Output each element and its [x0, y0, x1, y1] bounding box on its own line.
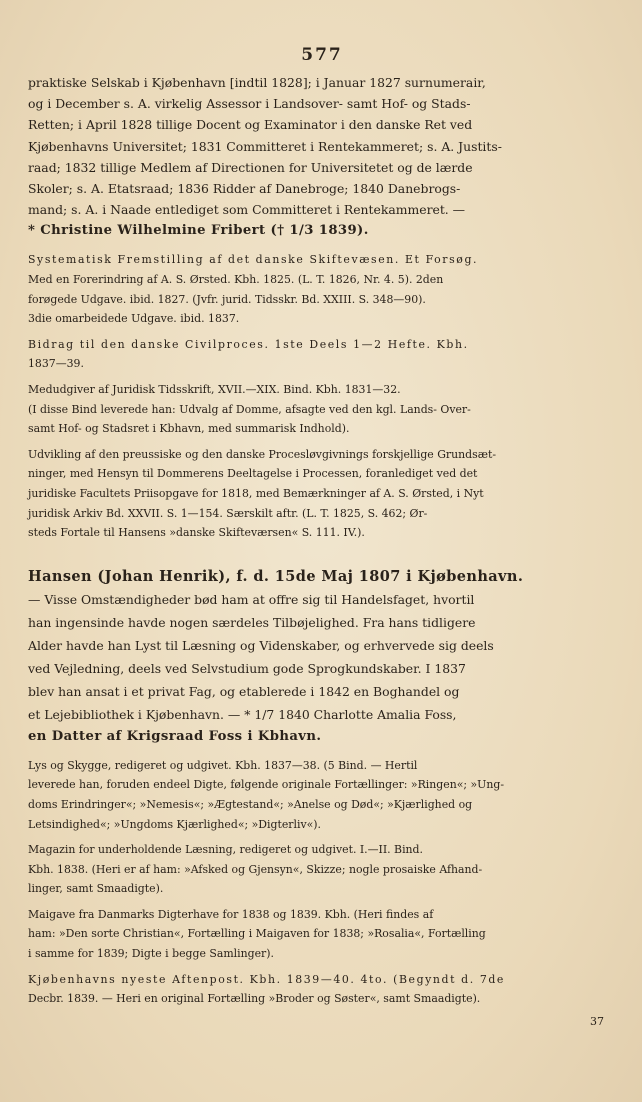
intro-paragraph: [28, 72, 616, 242]
text-line: Letsindighed«; »Ungdoms Kjærlighed«; »Digterliv«).: [28, 817, 322, 831]
text-line: forøgede Udgave. ibid. 1827. (Jvfr. jurid. Tidsskr. Bd. XXIII. S. 348—90).: [28, 292, 426, 306]
text-line: juridisk Arkiv Bd. XXVII. S. 1—154. Særskilt aftr. (L. T. 1825, S. 462; Ør-: [28, 506, 428, 520]
text-line: Kjøbenhavns Universitet; 1831 Committeret i Rentekammeret; s. A. Justits-: [28, 138, 502, 154]
text-line: Alder havde han Lyst til Læsning og Videnskaber, og erhvervede sig deels: [28, 637, 494, 653]
text-line: Systematisk Fremstilling af det danske Skiftevæsen. Et Forsøg.: [28, 253, 479, 267]
text-line: Medudgiver af Juridisk Tidsskrift, XVII.—XIX. Bind. Kbh. 1831—32.: [28, 382, 401, 396]
text-line: — Visse Omstændigheder bød ham at offre sig til Handelsfaget, hvortil: [28, 591, 475, 607]
text-line: Bidrag til den danske Civilproces. 1ste Deels 1—2 Hefte. Kbh.: [28, 337, 469, 351]
work-entry: [28, 380, 616, 439]
work-entry: [28, 905, 616, 964]
text-line: samt Hof- og Stadsret i Kbhavn, med summarisk Indhold).: [28, 422, 350, 436]
text-line: ninger, med Hensyn til Dommerens Deeltagelse i Processen, foranlediget ved det: [28, 467, 478, 481]
page-number: 577: [301, 45, 343, 65]
text-line: et Lejebibliothek i Kjøbenhavn. — * 1/7 1840 Charlotte Amalia Foss,: [28, 706, 457, 722]
text-line: steds Fortale til Hansens »danske Skifteværsen« S. 111. IV.).: [28, 526, 365, 540]
text-line: ham: »Den sorte Christian«, Fortælling i Maigaven for 1838; »Rosalia«, Fortælling: [28, 927, 486, 941]
text-line: 3die omarbeidede Udgave. ibid. 1837.: [28, 312, 240, 326]
signature-mark: 37: [590, 1014, 604, 1028]
text-line: Kbh. 1838. (Heri er af ham: »Afsked og Gjensyn«, Skizze; nogle prosaiske Afhand-: [28, 862, 483, 876]
text-line: og i December s. A. virkelig Assessor i Landsover- samt Hof- og Stads-: [28, 96, 471, 112]
text-line: Decbr. 1839. — Heri en original Fortælling »Broder og Søster«, samt Smaadigte).: [28, 992, 481, 1006]
text-line: 1837—39.: [28, 357, 84, 371]
text-line: Udvikling af den preussiske og den danske Procesløvgivnings forskjellige Grundsæt-: [28, 447, 496, 461]
text-line: han ingensinde havde nogen særdeles Tilbøjelighed. Fra hans tidligere: [28, 614, 476, 630]
text-line: praktiske Selskab i Kjøbenhavn [indtil 1828]; i Januar 1827 surnumerair,: [28, 75, 486, 90]
work-entry: [28, 840, 616, 899]
work-entry: [28, 250, 616, 328]
text-line: Kjøbenhavns nyeste Aftenpost. Kbh. 1839—40. 4to. (Begyndt d. 7de: [28, 972, 505, 986]
text-line: Magazin for underholdende Læsning, redigeret og udgivet. I.—II. Bind.: [28, 843, 423, 857]
text-line: doms Erindringer«; »Nemesis«; »Ægtestand«; »Anelse og Død«; »Kjærlighed og: [28, 797, 473, 811]
text-line: Retten; i April 1828 tillige Docent og Examinator i den danske Ret ved: [28, 117, 473, 133]
text-line: ved Vejledning, deels ved Selvstudium gode Sprogkundskaber. I 1837: [28, 660, 466, 676]
work-entry: [28, 970, 616, 1009]
spouse-line: en Datter af Krigsraad Foss i Kbhavn.: [28, 728, 322, 744]
text-line: linger, samt Smaadigte).: [28, 882, 164, 896]
text-line: Lys og Skygge, redigeret og udgivet. Kbh. 1837—38. (5 Bind. — Hertil: [28, 758, 418, 772]
spouse-line: * Christine Wilhelmine Fribert († 1/3 1839).: [28, 223, 369, 239]
biography-paragraph: [28, 565, 616, 748]
text-line: Skoler; s. A. Etatsraad; 1836 Ridder af Danebroge; 1840 Danebrogs-: [28, 181, 461, 197]
text-line: Med en Forerindring af A. S. Ørsted. Kbh. 1825. (L. T. 1826, Nr. 4. 5). 2den: [28, 273, 444, 287]
text-line: Maigave fra Danmarks Digterhave for 1838 og 1839. Kbh. (Heri findes af: [28, 907, 434, 921]
works-list-b: [28, 756, 616, 1009]
works-list-a: [28, 250, 616, 542]
text-line: i samme for 1839; Digte i begge Samlinger).: [28, 947, 274, 961]
entry-heading: Hansen (Johan Henrik), f. d. 15de Maj 1807 i Kjøbenhavn.: [28, 567, 524, 585]
text-line: blev han ansat i et privat Fag, og etablerede i 1842 en Boghandel og: [28, 683, 460, 699]
text-line: mand; s. A. i Naade entlediget som Committeret i Rentekammeret. —: [28, 202, 466, 218]
text-line: raad; 1832 tillige Medlem af Directionen for Universitetet og de lærde: [28, 159, 473, 175]
work-entry: [28, 335, 616, 374]
work-entry: [28, 445, 616, 543]
text-line: (I disse Bind leverede han: Udvalg af Domme, afsagte ved den kgl. Lands- Over-: [28, 402, 471, 416]
text-line: juridiske Facultets Priisopgave for 1818, med Bemærkninger af A. S. Ørsted, i Nyt: [28, 486, 484, 500]
text-line: leverede han, foruden endeel Digte, følgende originale Fortællinger: »Ringen«; »Ung-: [28, 778, 505, 792]
work-entry: [28, 756, 616, 834]
